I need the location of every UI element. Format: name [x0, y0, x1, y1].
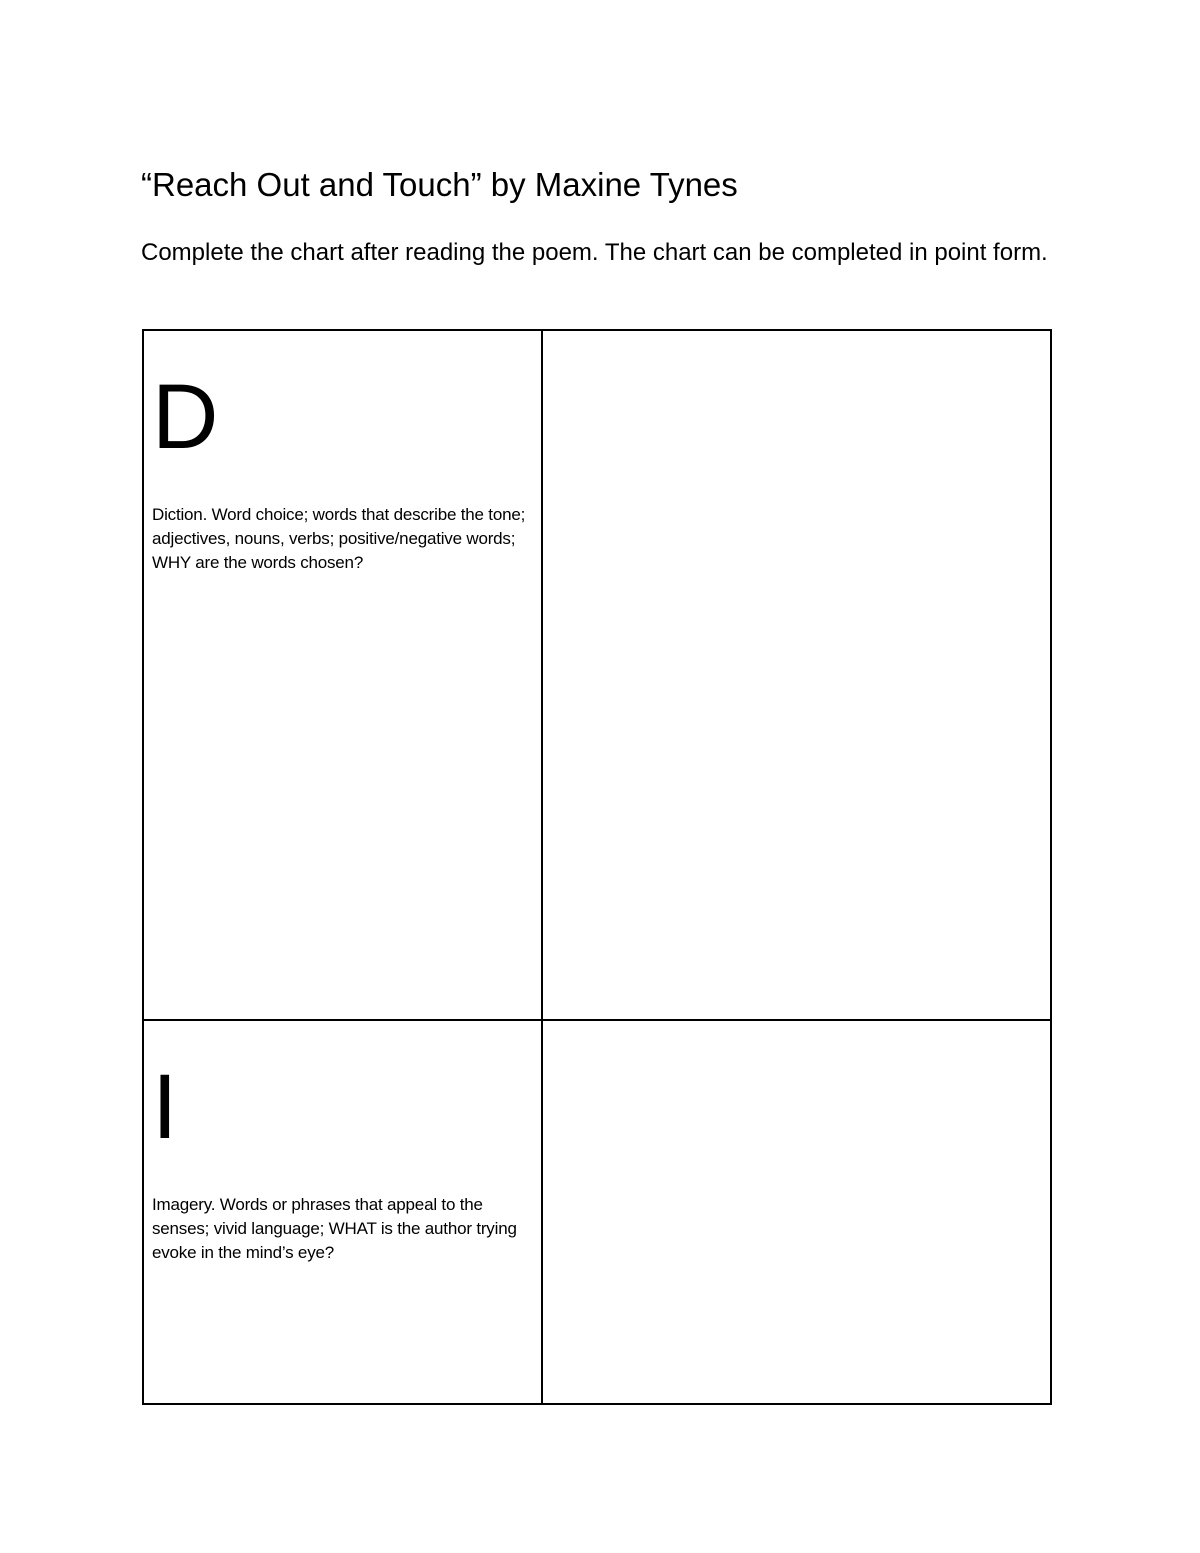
- imagery-letter: I: [152, 1055, 178, 1158]
- imagery-response-cell[interactable]: [542, 1020, 1051, 1404]
- diction-letter: D: [152, 366, 219, 468]
- diction-label-cell: [143, 330, 542, 1020]
- chart-row-diction: [143, 330, 1051, 1020]
- imagery-description: Imagery. Words or phrases that appeal to the senses; vivid language; WHAT is the author trying evoke in the mind’s eye?: [152, 1194, 517, 1262]
- diction-description: Diction. Word choice; words that describe the tone; adjectives, nouns, verbs; positive/negative words; WHY are the words chosen?: [152, 505, 526, 572]
- dice-chart-table: [142, 329, 1052, 1405]
- chart-row-imagery: [143, 1020, 1051, 1404]
- imagery-label-cell: [143, 1020, 542, 1404]
- document-title: “Reach Out and Touch” by Maxine Tynes: [141, 166, 738, 203]
- diction-response-cell[interactable]: [542, 330, 1051, 1020]
- instructions-text: Complete the chart after reading the poem. The chart can be completed in point form.: [141, 239, 1048, 266]
